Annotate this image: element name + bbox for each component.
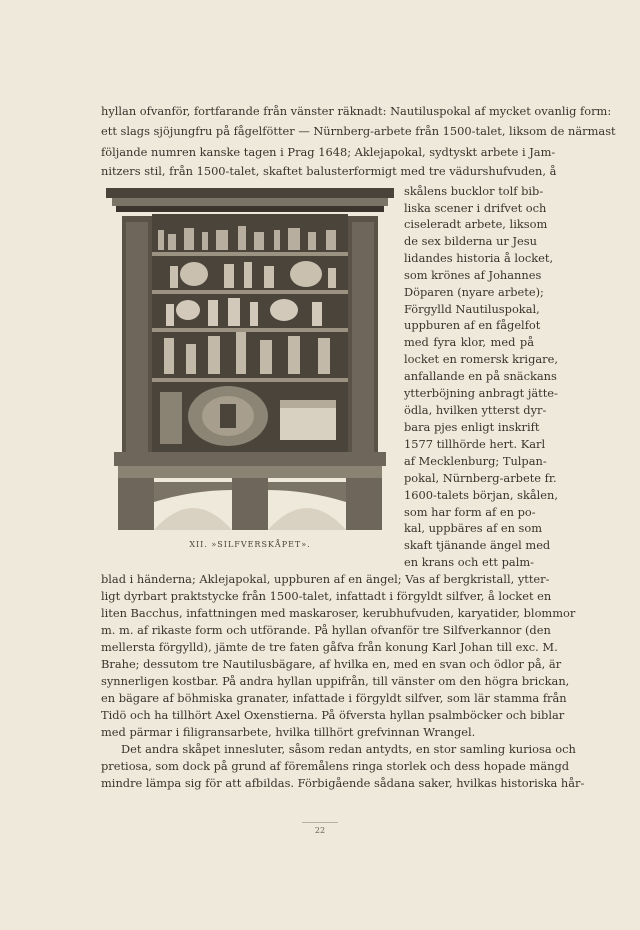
- text-line: kal, uppbäres af en som: [404, 521, 543, 535]
- text-line: ett slags sjöjungfru på fågelfötter — Nürnberg-arbete från 1500-talet, liksom de närmast: [101, 124, 616, 138]
- text-line: med pärmar i filigransarbete, hvilka tillhört grefvinnan Wrangel.: [101, 725, 476, 739]
- text-line: ciseleradt arbete, liksom: [404, 217, 548, 231]
- text-line: med fyra klor, med på: [404, 335, 534, 349]
- text-line: af Mecklenburg; Tulpan-: [404, 454, 547, 468]
- cabinet-illustration: [104, 186, 396, 532]
- figure-caption: XII. »SILFVERSKÅPET».: [189, 540, 311, 549]
- text-line: ligt dyrbart praktstycke från 1500-talet, infattadt i förgyldt silfver, å locket en: [101, 589, 552, 603]
- text-line: uppburen af en fågelfot: [404, 318, 541, 332]
- text-line: skaft tjänande ängel med: [404, 538, 551, 552]
- text-line: följande numren kanske tagen i Prag 1648; Aklejapokal, sydtyskt arbete i Jam-: [101, 145, 556, 159]
- text-line: en krans och ett palm-: [404, 555, 534, 569]
- text-line: mellersta förgylld), jämte de tre faten gåfva från konung Karl Johan till exc. M.: [101, 640, 558, 654]
- text-line: locket en romersk krigare,: [404, 352, 558, 366]
- text-line: blad i händerna; Aklejapokal, uppburen af en ängel; Vas af bergkristall, ytter-: [101, 572, 550, 586]
- text-line: liten Bacchus, infattningen med maskaroser, kerubhufvuden, karyatider, blommor: [101, 606, 576, 620]
- text-line: pretiosa, som dock på grund af föremålens ringa storlek och dess hopade mängd: [101, 759, 570, 773]
- text-line: liska scener i drifvet och: [404, 201, 547, 215]
- text-line: ödla, hvilken ytterst dyr-: [404, 403, 547, 417]
- text-line: skålens bucklor tolf bib-: [404, 184, 544, 198]
- text-line: anfallande en på snäckans: [404, 369, 557, 383]
- text-line: som krönes af Johannes: [404, 268, 542, 282]
- text-line: Brahe; dessutom tre Nautilusbägare, af hvilka en, med en svan och ödlor på, är: [101, 657, 562, 671]
- text-line: 1600-talets början, skålen,: [404, 488, 559, 502]
- text-line: Förgylld Nautiluspokal,: [404, 302, 540, 316]
- page-number: 22: [314, 826, 326, 835]
- page-number-rule: [302, 822, 338, 823]
- text-line: Döparen (nyare arbete);: [404, 285, 544, 299]
- text-line: bara pjes enligt inskrift: [404, 420, 540, 434]
- text-line: 1577 tillhörde hert. Karl: [404, 437, 546, 451]
- text-line: synnerligen kostbar. På andra hyllan uppifrån, till vänster om den högra brickan,: [101, 674, 570, 688]
- text-line: lidandes historia å locket,: [404, 251, 554, 265]
- text-line: Tidö och ha tillhört Axel Oxenstierna. På öfversta hyllan psalmböcker och biblar: [101, 708, 565, 722]
- text-line: ytterböjning anbragt jätte-: [404, 386, 558, 400]
- text-line: de sex bilderna ur Jesu: [404, 234, 537, 248]
- text-line: som har form af en po-: [404, 505, 536, 519]
- text-line: Det andra skåpet innesluter, såsom redan antydts, en stor samling kuriosa och: [121, 742, 576, 756]
- text-line: nitzers stil, från 1500-talet, skaftet balusterformigt med tre vädurshufvuden, å: [101, 164, 557, 178]
- text-line: hyllan ofvanför, fortfarande från vänster räknadt: Nautiluspokal af mycket ovanlig form:: [101, 104, 612, 118]
- text-line: m. m. af rikaste form och utförande. På hyllan ofvanför tre Silfverkannor (den: [101, 623, 551, 637]
- text-line: pokal, Nürnberg-arbete fr.: [404, 471, 557, 485]
- text-line: mindre lämpa sig för att afbildas. Förbigående sådana saker, hvilkas historiska hår-: [101, 776, 585, 790]
- text-line: en bägare af böhmiska granater, infattade i förgyldt silfver, som lär stamma från: [101, 691, 567, 705]
